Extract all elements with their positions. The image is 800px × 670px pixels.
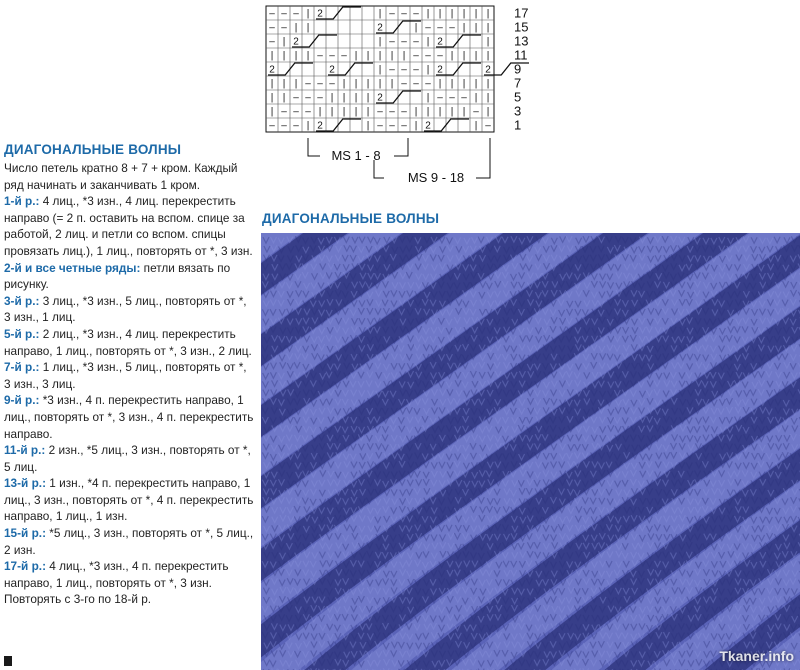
chart-row-number: 1 [514,117,522,133]
chart-cell-symbol: | [390,50,394,62]
chart-cell-symbol: | [426,64,430,76]
ms1-label: MS 1 - 8 [331,148,381,163]
instruction-row-text: Повторять с 3-го по 18-й р. [4,592,152,607]
chart-cell-symbol: | [366,92,370,104]
chart-cell-symbol: | [294,78,298,90]
chart-cell-symbol: | [330,106,334,118]
chart-cell-symbol: | [450,50,454,62]
instruction-row [4,326,254,359]
ms2-bracket [476,138,490,178]
chart-cell-symbol: | [306,22,310,34]
instruction-row-text: 1 изн., *4 п. перекрестить направо, 1 лиц., 3 изн., повторять от *, 4 п. перекрестить направо, 1 лиц., 1 изн. [4,476,254,524]
instruction-row-text: 4 лиц., *3 изн., 4 п. перекрестить направо, 1 лиц., повторять от *, 3 изн. [4,559,229,590]
chart-cell-symbol: | [342,106,346,118]
chart-cell-symbol: | [282,78,286,90]
instruction-row-label: 3-й р.: [4,293,40,308]
chart-cell-symbol: | [330,92,334,104]
chart-cell-symbol: | [318,106,322,118]
chart-cable-label: 2 [377,92,383,104]
chart-cell-symbol: | [450,8,454,20]
chart-cell-symbol: | [282,36,286,48]
chart-cell-symbol: – [329,78,335,90]
chart-row-number: 5 [514,89,522,105]
chart-cell-symbol: | [450,78,454,90]
chart-cell-symbol: – [401,78,407,90]
chart-cell-symbol: | [282,92,286,104]
chart-cell-symbol: | [462,50,466,62]
chart-cell-symbol: – [317,92,323,104]
chart-cell-symbol: | [390,78,394,90]
chart-cell-symbol: | [306,50,310,62]
instruction-row-text: петли вязать по рисунку. [4,260,231,292]
chart-cell-symbol: – [389,8,395,20]
chart-cell-symbol: – [305,92,311,104]
chart-cell-symbol: – [485,120,491,132]
chart-cell-symbol: | [402,50,406,62]
chart-cell-symbol: – [377,120,383,132]
chart-cell-symbol: | [474,78,478,90]
chart-cell-symbol: | [378,50,382,62]
chart-cell-symbol: | [342,78,346,90]
instruction-row-label: 5-й р.: [4,326,40,341]
instruction-row-label: 15-й р.: [4,526,46,541]
stitch-chart-grid [262,2,542,202]
instruction-row [4,442,254,475]
ms1-bracket [394,138,408,156]
chart-cell-symbol: – [389,120,395,132]
chart-cell-symbol: – [281,106,287,118]
instruction-row [4,160,254,193]
instruction-row-label: 1-й р.: [4,194,40,209]
chart-cell-symbol: | [282,50,286,62]
chart-cell-symbol: – [413,50,419,62]
instruction-row-text: 1 лиц., *3 изн., 5 лиц., повторять от *, 3 изн., 3 лиц. [4,360,247,391]
instruction-row-text: 2 лиц., *3 изн., 4 лиц. перекрестить направо, 1 лиц., повторять от *, 3 изн., 2 лиц. [4,326,252,358]
chart-cell-symbol: – [425,50,431,62]
instruction-row-text: 4 лиц., *3 изн., 4 лиц. перекрестить направо (= 2 п. оставить на вспом. спице за работой, 2 лиц. и петли со вспом. спицы провязать лиц.), 1 лиц., повторять от *, 3 изн. [4,194,253,258]
instruction-row [4,293,254,326]
chart-cell-symbol: | [354,50,358,62]
chart-cell-symbol: | [378,8,382,20]
chart-cell-symbol: – [293,106,299,118]
chart-cell-symbol: | [366,120,370,132]
instruction-row [4,392,254,442]
chart-cell-symbol: | [474,92,478,104]
chart-cell-symbol: | [354,106,358,118]
chart-cable-label: 2 [317,8,323,20]
chart-cell-symbol: | [486,50,490,62]
chart-cell-symbol: – [269,8,275,20]
chart-cell-symbol: – [401,106,407,118]
chart-cell-symbol: – [305,78,311,90]
chart-cell-symbol: – [425,78,431,90]
chart-cell-symbol: – [269,36,275,48]
chart-cable-label: 2 [269,64,275,76]
chart-cell-symbol: – [329,50,335,62]
instructions-text [4,160,254,608]
instruction-row [4,359,254,392]
chart-cell-symbol: – [293,92,299,104]
chart-cell-symbol: | [354,92,358,104]
chart-cell-symbol: | [450,106,454,118]
chart-cell-symbol: | [270,92,274,104]
chart-cell-symbol: | [474,50,478,62]
chart-cell-symbol: | [354,78,358,90]
chart-cell-symbol: – [413,78,419,90]
chart-cable-label: 2 [485,64,491,76]
photo-title: ДИАГОНАЛЬНЫЕ ВОЛНЫ [262,211,440,226]
instruction-row-text: Число петель кратно 8 + 7 + кром. Каждый ряд начинать и заканчивать 1 кром. [4,161,238,192]
chart-cell-symbol: – [401,64,407,76]
chart-cell-symbol: | [438,8,442,20]
chart-cell-symbol: | [474,8,478,20]
chart-cell-symbol: – [449,22,455,34]
pattern-title: ДИАГОНАЛЬНЫЕ ВОЛНЫ [4,142,182,157]
chart-cable-label: 2 [293,36,299,48]
chart-cell-symbol: – [401,36,407,48]
chart-cell-symbol: – [413,64,419,76]
chart-cell-symbol: | [486,78,490,90]
chart-cell-symbol: – [473,106,479,118]
chart-cell-symbol: – [401,120,407,132]
chart-cell-symbol: | [414,106,418,118]
chart-row-number: 11 [514,47,528,63]
chart-cell-symbol: | [474,120,478,132]
chart-cell-symbol: – [281,22,287,34]
chart-cell-symbol: – [389,36,395,48]
chart-row-number: 15 [514,19,529,35]
chart-cell-symbol: | [462,78,466,90]
chart-cell-symbol: | [486,22,490,34]
chart-cell-symbol: – [281,8,287,20]
chart-cell-symbol: | [378,36,382,48]
stitch-chart [262,2,542,202]
instruction-row [4,525,254,558]
chart-cell-symbol: – [341,50,347,62]
instruction-row-label: 9-й р.: [4,393,40,408]
chart-cell-symbol: – [449,92,455,104]
chart-cell-symbol: – [389,106,395,118]
page-corner-mark [4,656,12,666]
instruction-row [4,558,254,591]
chart-cell-symbol: – [401,8,407,20]
chart-cell-symbol: | [294,22,298,34]
chart-cell-symbol: | [486,8,490,20]
chart-cell-symbol: | [462,106,466,118]
chart-cell-symbol: – [425,22,431,34]
instruction-row-label: 7-й р.: [4,360,40,375]
chart-cell-symbol: | [462,22,466,34]
chart-cell-symbol: | [486,106,490,118]
chart-cell-symbol: – [305,106,311,118]
chart-row-number: 17 [514,5,529,21]
chart-cell-symbol: | [438,106,442,118]
chart-cell-symbol: – [437,22,443,34]
chart-cell-symbol: – [377,106,383,118]
chart-cell-symbol: – [389,64,395,76]
chart-cell-symbol: – [293,120,299,132]
chart-cell-symbol: | [366,78,370,90]
chart-cell-symbol: | [426,106,430,118]
ms2-label: MS 9 - 18 [407,170,465,185]
chart-row-number: 3 [514,103,522,119]
instruction-row-text: 2 изн., *5 лиц., 3 изн., повторять от *, 5 лиц. [4,443,251,474]
chart-cell-symbol: – [437,92,443,104]
chart-cell-symbol: | [414,22,418,34]
chart-row-number: 9 [514,61,522,77]
chart-cell-symbol: | [306,120,310,132]
chart-cable-label: 2 [329,64,335,76]
instruction-row-label: 11-й р.: [4,443,46,458]
chart-cell-symbol: | [378,78,382,90]
chart-cell-symbol: | [342,92,346,104]
chart-cell-symbol: – [269,120,275,132]
instruction-row-label: 13-й р.: [4,476,46,491]
chart-cell-symbol: | [438,78,442,90]
chart-cable-label: 2 [437,64,443,76]
chart-cell-symbol: | [486,36,490,48]
chart-cell-symbol: – [269,22,275,34]
chart-cell-symbol: | [426,36,430,48]
instruction-row-label: 17-й р.: [4,559,46,574]
chart-row-number: 7 [514,75,522,91]
instruction-row [4,260,254,293]
chart-cell-symbol: | [414,120,418,132]
chart-cell-symbol: | [462,8,466,20]
chart-cell-symbol: – [281,120,287,132]
chart-cable-label: 2 [437,36,443,48]
ms1-bracket [308,138,320,156]
instruction-row [4,475,254,525]
instruction-row-text: 3 лиц., *3 изн., 5 лиц., повторять от *, 3 изн., 1 лиц. [4,293,247,325]
chart-cell-symbol: – [317,78,323,90]
chart-cell-symbol: | [474,22,478,34]
chart-cell-symbol: | [294,50,298,62]
watermark: Tkaner.info [719,648,794,664]
instruction-row-text: *3 изн., 4 п. перекрестить направо, 1 лиц., повторять от *, 3 изн., 4 п. перекрестить направо. [4,393,254,441]
chart-cell-symbol: | [426,8,430,20]
chart-cell-symbol: | [270,50,274,62]
instruction-row [4,591,254,608]
chart-cell-symbol: – [437,50,443,62]
instruction-row-text: *5 лиц., 3 изн., повторять от *, 5 лиц., 2 изн. [4,526,254,557]
chart-cell-symbol: | [486,92,490,104]
knitting-sample-photo [261,233,800,670]
chart-cell-symbol: | [426,92,430,104]
chart-cell-symbol: – [413,36,419,48]
chart-cell-symbol: | [306,8,310,20]
chart-cell-symbol: | [378,64,382,76]
instruction-row [4,193,254,259]
chart-cell-symbol: | [366,106,370,118]
chart-cable-label: 2 [425,120,431,132]
chart-cell-symbol: – [317,50,323,62]
chart-cable-label: 2 [317,120,323,132]
chart-row-number: 13 [514,33,529,49]
chart-cell-symbol: | [270,78,274,90]
chart-cell-symbol: – [293,8,299,20]
chart-cell-symbol: – [461,92,467,104]
chart-cell-symbol: – [413,8,419,20]
instruction-row-label: 2-й и все четные ряды: [4,260,141,275]
chart-cable-label: 2 [377,22,383,34]
chart-cell-symbol: | [366,50,370,62]
chart-cell-symbol: | [270,106,274,118]
knitting-sample-image [261,233,800,670]
